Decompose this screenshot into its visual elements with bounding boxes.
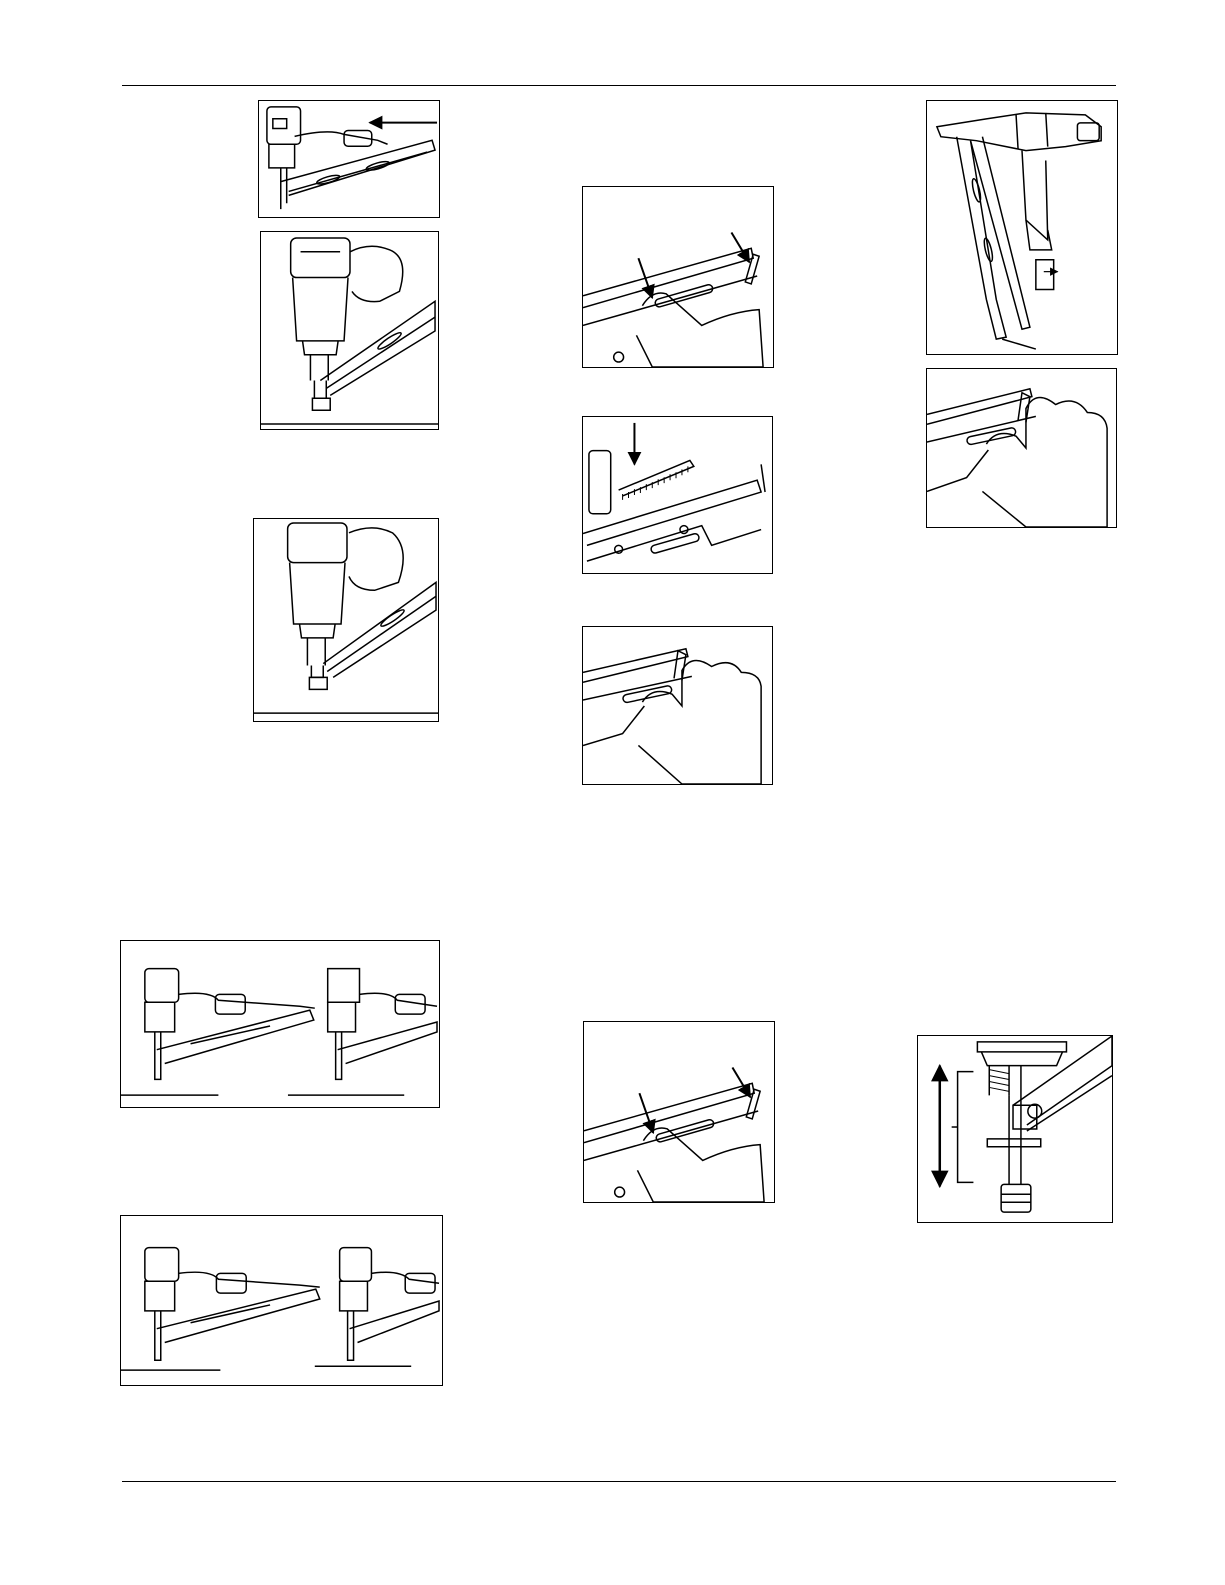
figure-load-nails	[582, 416, 773, 574]
depth-adjust-illustration	[918, 1036, 1112, 1222]
figure-contact-trip	[120, 1215, 443, 1386]
figure-air-connect	[258, 100, 440, 218]
header-rule	[122, 85, 1116, 86]
footer-rule	[122, 1481, 1116, 1482]
figure-release-pusher	[582, 626, 773, 785]
nailer-air-connect-illustration	[259, 101, 439, 217]
nailer-front-illustration-2	[254, 519, 438, 721]
figure-depth-adjust	[917, 1035, 1113, 1223]
figure-tool-overview	[926, 100, 1118, 355]
figure-magazine-pusher-1	[582, 186, 774, 368]
magazine-pusher-illustration-2	[584, 1022, 774, 1202]
release-pusher-illustration-2	[927, 369, 1116, 527]
figure-trigger-front-1	[260, 231, 439, 430]
two-nailers-illustration-2	[121, 1216, 442, 1385]
two-nailers-illustration-1	[121, 941, 439, 1107]
nailer-front-illustration	[261, 232, 438, 429]
release-pusher-illustration	[583, 627, 772, 784]
figure-magazine-pusher-2	[583, 1021, 775, 1203]
figure-release-pusher-2	[926, 368, 1117, 528]
figure-sequential-trigger	[120, 940, 440, 1108]
magazine-pusher-illustration-1	[583, 187, 773, 367]
figure-trigger-front-2	[253, 518, 439, 722]
load-nails-illustration	[583, 417, 772, 573]
framing-nailer-illustration	[927, 101, 1117, 354]
